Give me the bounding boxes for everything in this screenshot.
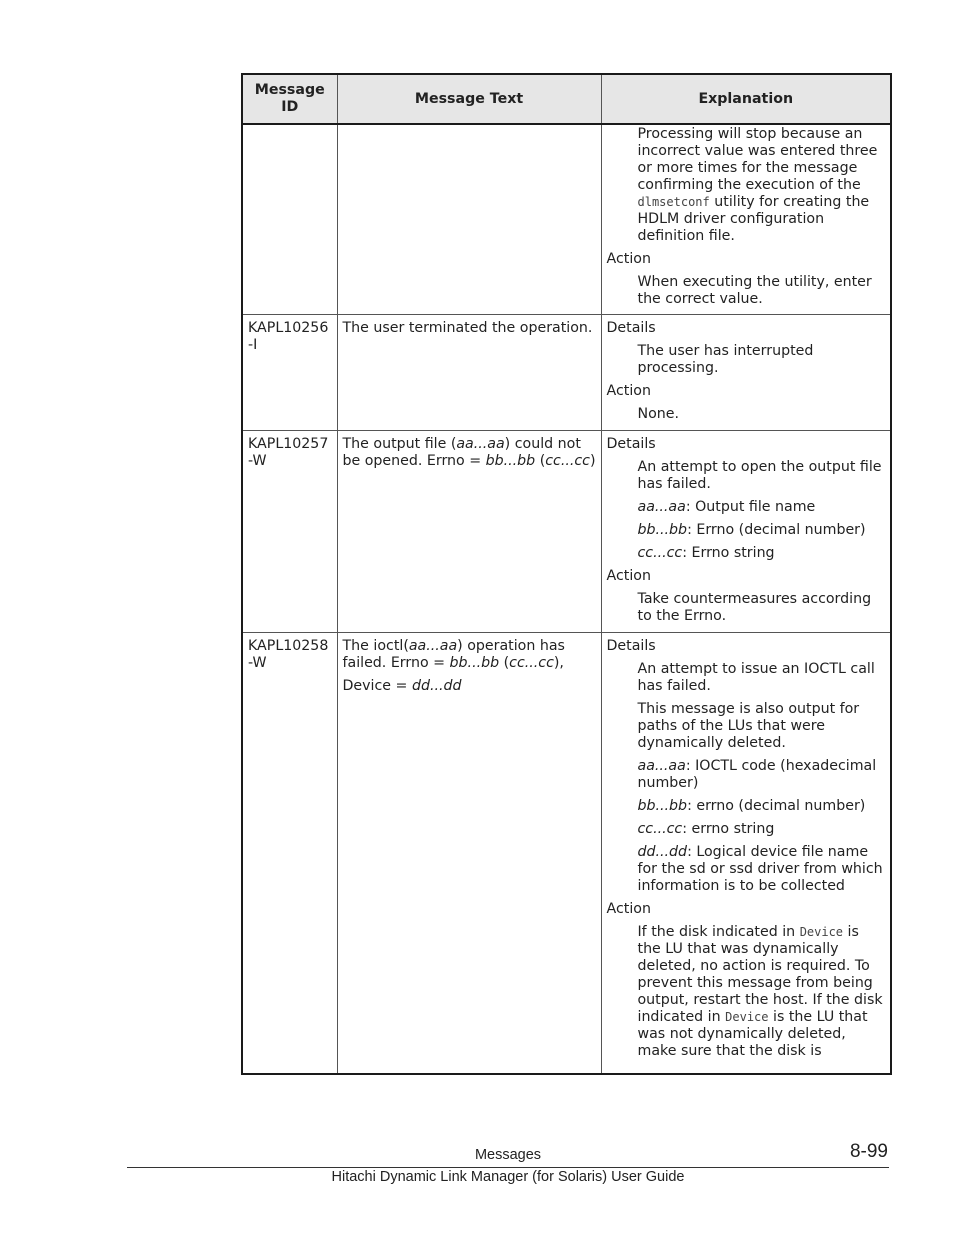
action-label: Action — [606, 568, 651, 584]
header-message-id: Message ID — [242, 74, 337, 124]
table-row — [242, 124, 891, 315]
message-id: KAPL10256 -I — [248, 320, 329, 353]
action-text: Take countermeasures according to the Errno. — [637, 591, 872, 624]
device-code: Device — [725, 1010, 769, 1024]
utility-name-code: dlmsetconf — [637, 195, 710, 209]
message-text: The user terminated the operation. — [342, 320, 593, 336]
message-id-cell — [242, 431, 337, 633]
variable-cc: cc...cc: Errno string — [637, 545, 775, 561]
explanation-cell — [601, 315, 891, 431]
details-label: Details — [606, 638, 656, 654]
variable-bb: bb...bb: Errno (decimal number) — [637, 522, 866, 538]
message-text-cell — [337, 633, 601, 1075]
footer-divider — [127, 1167, 889, 1168]
footer-guide-title: Hitachi Dynamic Link Manager (for Solaris) User Guide — [331, 1169, 685, 1185]
table-row — [242, 315, 891, 431]
action-text: If the disk indicated in Device is the LU that was dynamically deleted, no action is required. To prevent this message from being output, restart the host. If the disk indicated in Device is the LU that was not dynamically deleted, make sure that the disk is — [637, 924, 883, 1059]
variable-aa: aa...aa: IOCTL code (hexadecimal number) — [637, 758, 877, 791]
header-explanation: Explanation — [601, 74, 891, 124]
message-id: KAPL10258 -W — [248, 638, 329, 671]
table-row — [242, 633, 891, 1075]
message-id-cell — [242, 124, 337, 315]
explanation-cell — [601, 633, 891, 1075]
page-number: 8-99 — [849, 1141, 888, 1162]
details-text: An attempt to issue an IOCTL call has failed. — [637, 661, 875, 694]
explanation-cell — [601, 124, 891, 315]
variable-bb: bb...bb: errno (decimal number) — [637, 798, 866, 814]
action-text: When executing the utility, enter the correct value. — [637, 274, 872, 307]
action-label: Action — [606, 251, 651, 267]
explanation-continuation: Processing will stop because an incorrect value was entered three or more times for the message confirming the execution of the dlmsetconf utility for creating the HDLM driver configuration definition file. — [637, 126, 878, 244]
message-text: The output file (aa...aa) could not be opened. Errno = bb...bb (cc...cc) — [342, 436, 596, 469]
details-text: The user has interrupted processing. — [637, 343, 814, 376]
variable-aa: aa...aa: Output file name — [637, 499, 816, 515]
message-text-device: Device = dd...dd — [342, 678, 462, 694]
details-text-dynamic: This message is also output for paths of the LUs that were dynamically deleted. — [637, 701, 860, 751]
table-row — [242, 431, 891, 633]
details-label: Details — [606, 436, 656, 452]
device-code: Device — [799, 925, 844, 939]
action-label: Action — [606, 901, 651, 917]
message-table — [241, 73, 892, 1075]
variable-dd: dd...dd: Logical device file name for the sd or ssd driver from which information is to be collected — [637, 844, 883, 894]
action-text: None. — [637, 406, 680, 422]
header-message-text: Message Text — [337, 74, 601, 124]
footer-section-title: Messages — [474, 1147, 542, 1163]
explanation-cell — [601, 431, 891, 633]
message-id-cell — [242, 315, 337, 431]
action-label: Action — [606, 383, 651, 399]
message-id: KAPL10257 -W — [248, 436, 329, 469]
details-text: An attempt to open the output file has failed. — [637, 459, 882, 492]
message-text-cell — [337, 315, 601, 431]
message-text-cell — [337, 124, 601, 315]
table-header-row — [242, 74, 891, 124]
details-label: Details — [606, 320, 656, 336]
message-id-cell — [242, 633, 337, 1075]
variable-cc: cc...cc: errno string — [637, 821, 775, 837]
message-text: The ioctl(aa...aa) operation has failed. Errno = bb...bb (cc...cc), — [342, 638, 565, 671]
message-text-cell — [337, 431, 601, 633]
